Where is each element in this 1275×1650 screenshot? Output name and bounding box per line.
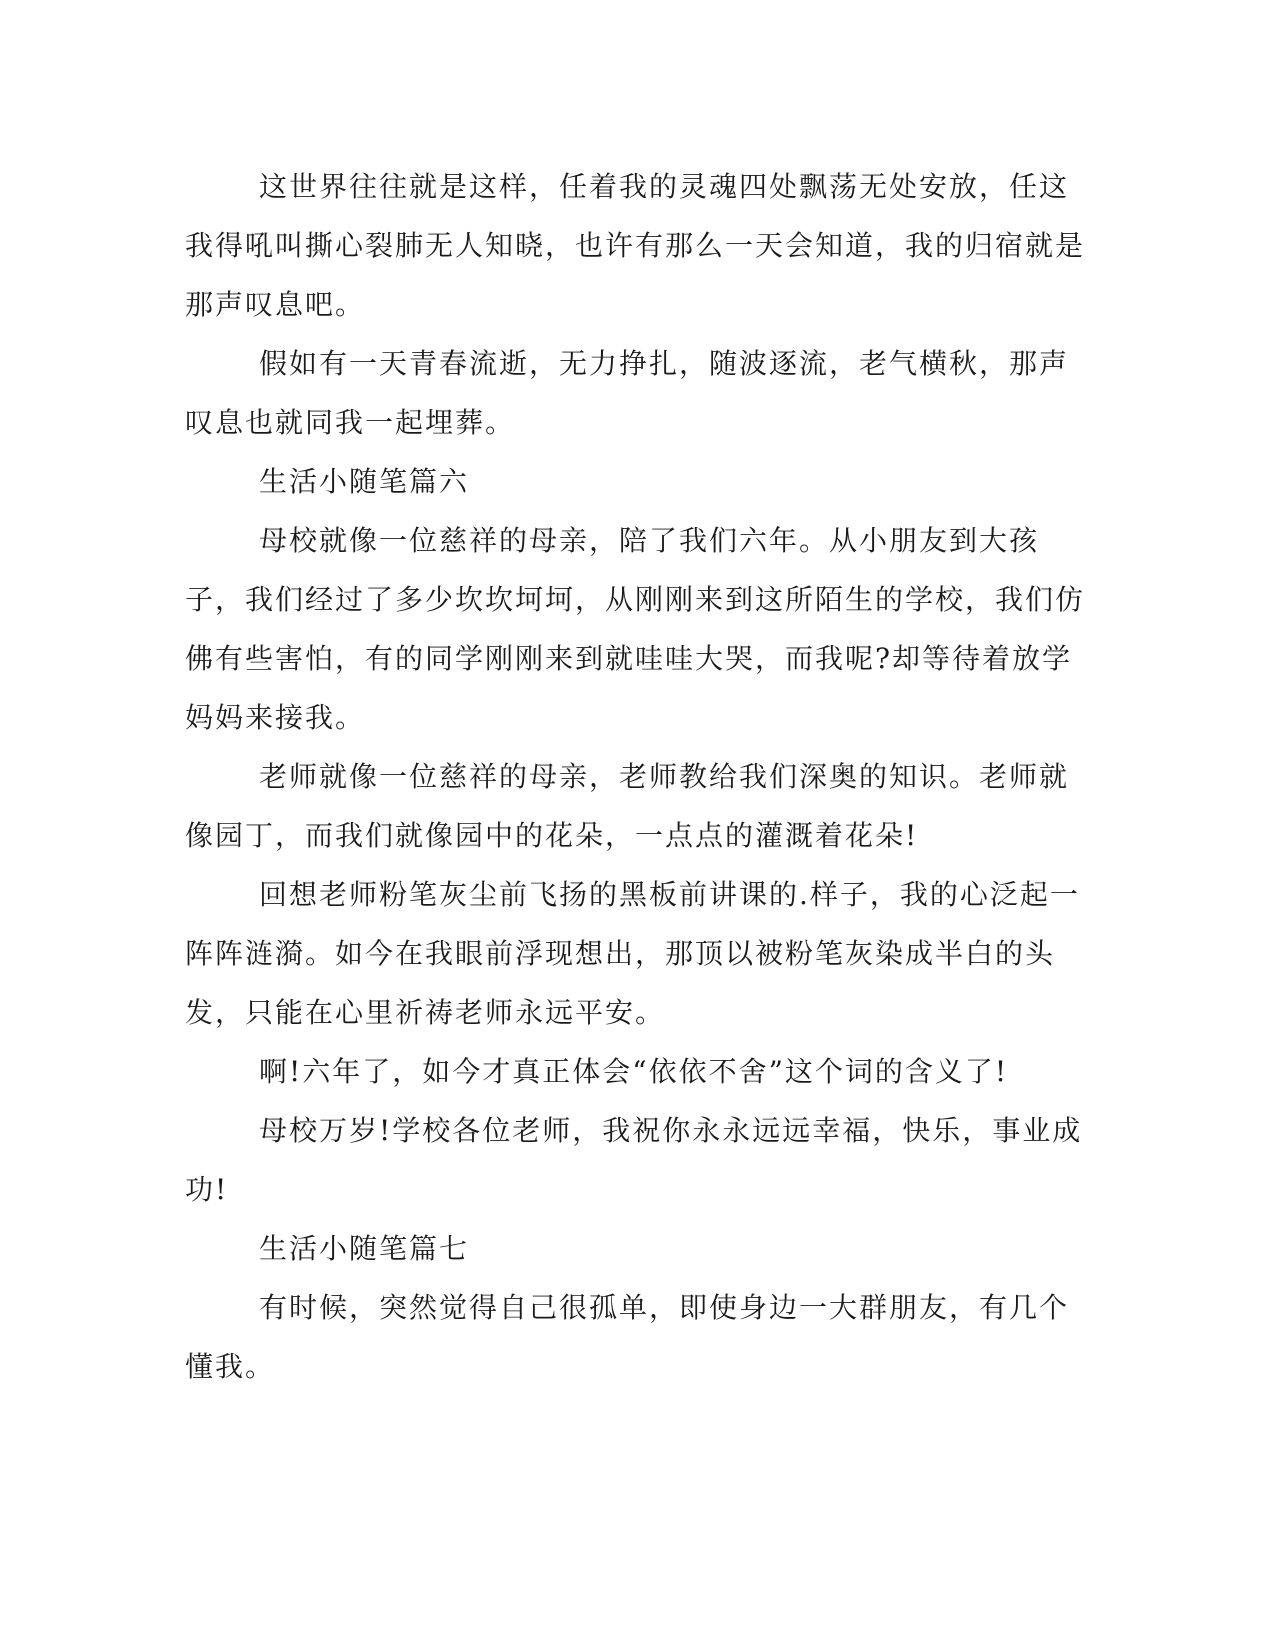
paragraph: 老师就像一位慈祥的母亲，老师教给我们深奥的知识。老师就像园丁，而我们就像园中的花朵，一点点的灌溉着花朵! <box>185 760 1070 852</box>
section-heading: 生活小随笔篇六 <box>259 465 470 498</box>
paragraph: 有时候，突然觉得自己很孤单，即使身边一大群朋友，有几个懂我。 <box>185 1291 1070 1383</box>
paragraph: 啊!六年了，如今才真正体会“依依不舍”这个词的含义了! <box>259 1055 1009 1088</box>
document-body <box>185 157 1085 1396</box>
paragraph: 假如有一天青春流逝，无力挣扎，随波逐流，老气横秋，那声叹息也就同我一起埋葬。 <box>185 347 1070 439</box>
paragraph: 母校就像一位慈祥的母亲，陪了我们六年。从小朋友到大孩子，我们经过了多少坎坎坷坷，从刚刚来到这所陌生的学校，我们仿佛有些害怕，有的同学刚刚来到就哇哇大哭，而我呢?却等待着放学妈妈来接我。 <box>185 524 1086 734</box>
paragraph: 母校万岁!学校各位老师，我祝你永永远远幸福，快乐，事业成功! <box>185 1114 1083 1206</box>
paragraph: 回想老师粉笔灰尘前飞扬的黑板前讲课的.样子，我的心泛起一阵阵涟漪。如今在我眼前浮现想出，那顶以被粉笔灰染成半白的头发，只能在心里祈祷老师永远平安。 <box>185 878 1080 1029</box>
section-heading: 生活小随笔篇七 <box>259 1232 470 1265</box>
paragraph: 这世界往往就是这样，任着我的灵魂四处飘荡无处安放，任这我得吼叫撕心裂肺无人知晓，也许有那么一天会知道，我的归宿就是那声叹息吧。 <box>185 170 1086 321</box>
